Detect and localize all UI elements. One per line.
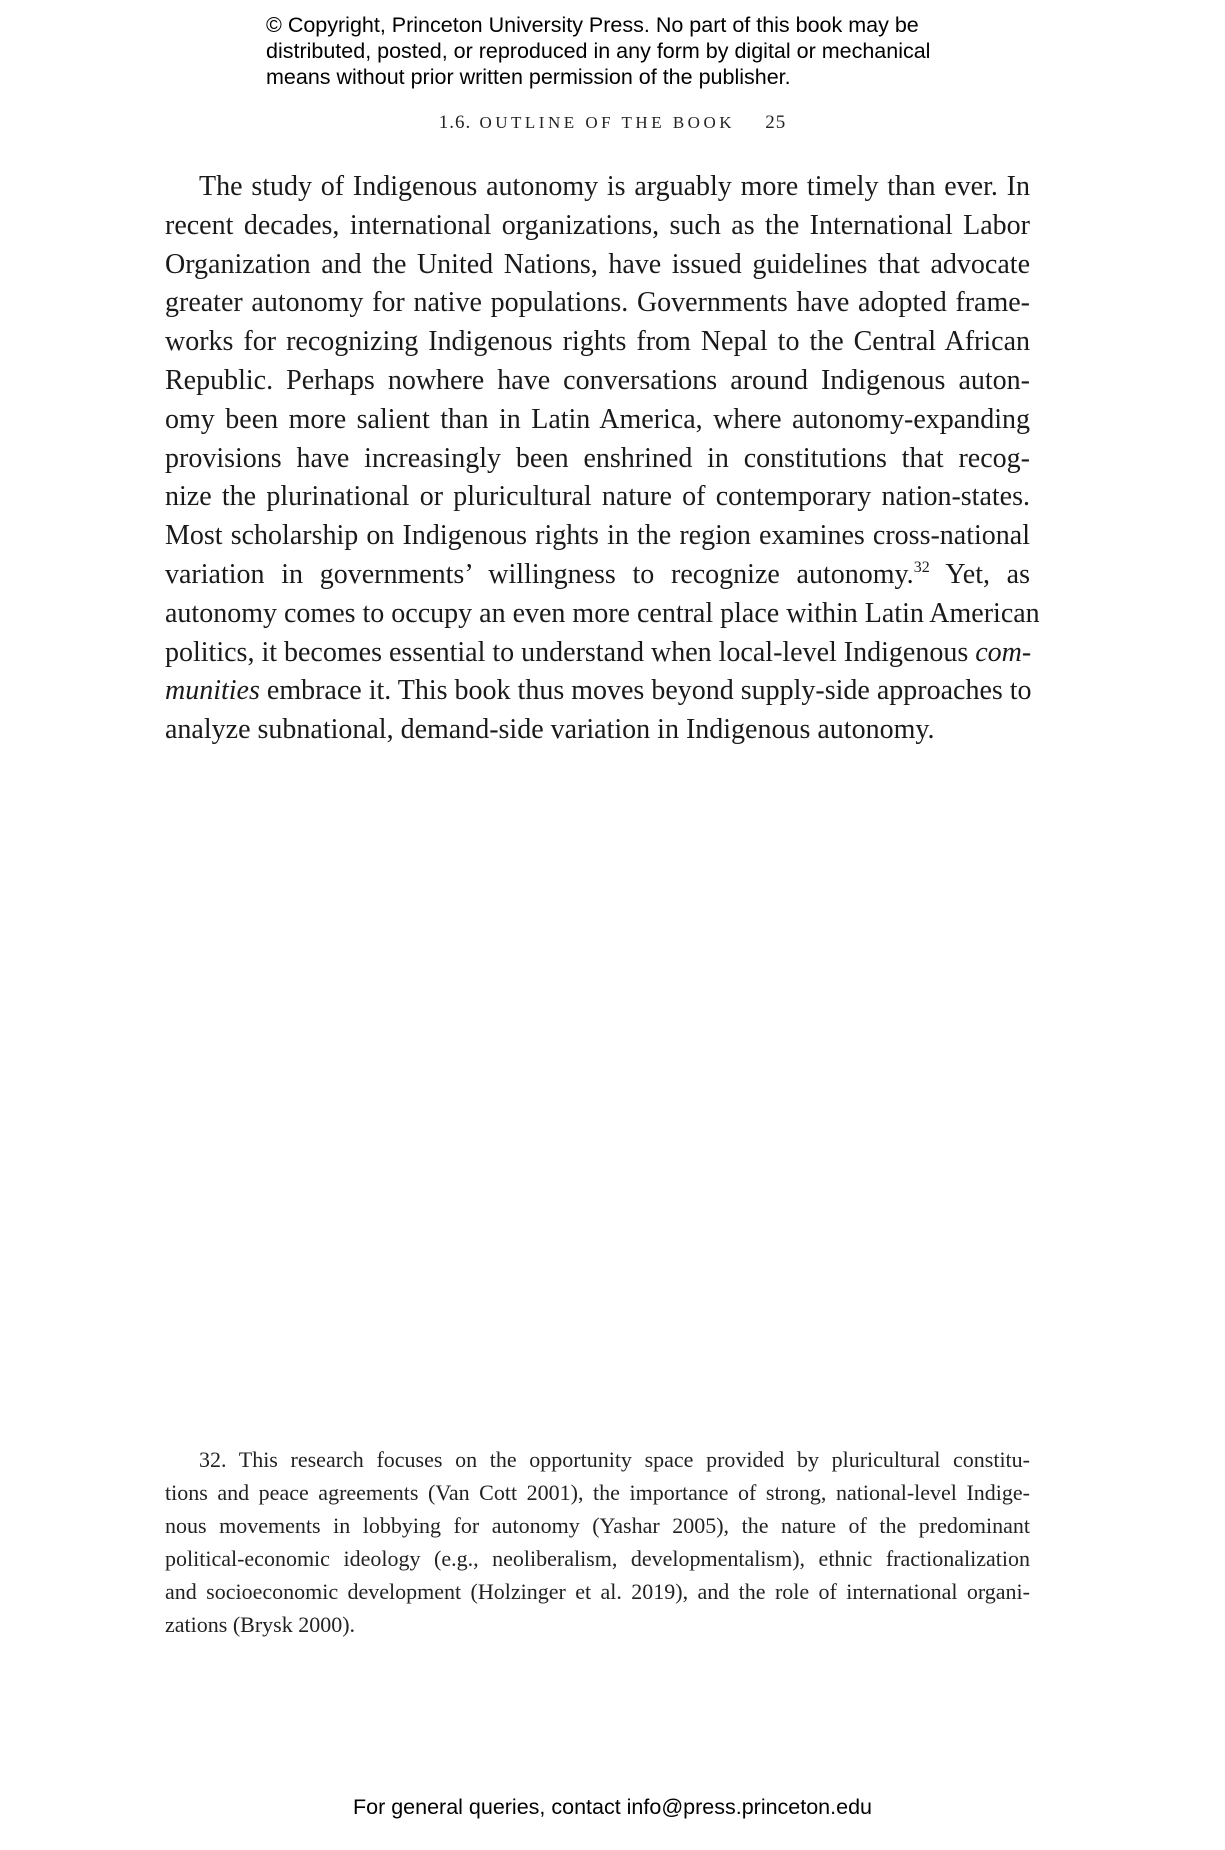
footnote bbox=[165, 1443, 1030, 1641]
copyright-line: distributed, posted, or reproduced in any form by digital or mechanical bbox=[266, 39, 931, 63]
body-line: greater autonomy for native populations. Governments have adopted frame- bbox=[165, 287, 1030, 319]
footnote-line: zations (Brysk 2000). bbox=[165, 1612, 356, 1637]
body-line bbox=[165, 672, 1030, 711]
body-text: variation in governments’ willingness to recognize autonomy. bbox=[165, 558, 914, 590]
body-line: nize the plurinational or pluricultural nature of contemporary nation-states. bbox=[165, 481, 1030, 513]
section-title: OUTLINE OF THE BOOK bbox=[479, 113, 736, 132]
body-line bbox=[165, 634, 1030, 673]
emphasis-text: com- bbox=[975, 636, 1032, 668]
body-line: provisions have increasingly been enshrined in constitutions that recog- bbox=[165, 442, 1030, 474]
section-number: 1.6. bbox=[438, 112, 472, 133]
footnote-line: and socioeconomic development (Holzinger et al. 2019), and the role of international organi- bbox=[165, 1579, 1030, 1604]
copyright-line: means without prior written permission of the publisher. bbox=[266, 65, 791, 89]
body-line: Organization and the United Nations, have issued guidelines that advocate bbox=[165, 248, 1030, 280]
body-line: Republic. Perhaps nowhere have conversations around Indigenous auton- bbox=[165, 364, 1030, 396]
body-line: recent decades, international organizations, such as the International Labor bbox=[165, 209, 1030, 241]
footnote-line: 32. This research focuses on the opportunity space provided by pluricultural constitu- bbox=[199, 1447, 1030, 1472]
body-line: Most scholarship on Indigenous rights in the region examines cross-national bbox=[165, 520, 1030, 552]
contact-notice: For general queries, contact info@press.princeton.edu bbox=[352, 1795, 872, 1819]
body-line bbox=[165, 556, 1030, 595]
body-line: omy been more salient than in Latin America, where autonomy-expanding bbox=[165, 403, 1030, 435]
copyright-line: © Copyright, Princeton University Press. No part of this book may be bbox=[266, 13, 919, 37]
emphasis-text: munities bbox=[165, 675, 260, 707]
footnote-reference[interactable]: 32 bbox=[913, 558, 930, 576]
copyright-notice bbox=[266, 12, 986, 90]
footnote-line: tions and peace agreements (Van Cott 2001), the importance of strong, national-level Indige- bbox=[165, 1480, 1030, 1505]
footnote-line: nous movements in lobbying for autonomy (Yashar 2005), the nature of the predominant bbox=[165, 1513, 1030, 1538]
body-line: autonomy comes to occupy an even more central place within Latin American bbox=[165, 597, 1040, 629]
footnote-line: political-economic ideology (e.g., neoliberalism, developmentalism), ethnic fractionalization bbox=[165, 1546, 1030, 1571]
body-text: politics, it becomes essential to understand when local-level Indigenous bbox=[165, 636, 976, 668]
body-line: works for recognizing Indigenous rights from Nepal to the Central African bbox=[165, 326, 1030, 358]
body-text: Yet, as bbox=[929, 558, 1030, 590]
body-paragraph bbox=[165, 168, 1040, 750]
body-line: The study of Indigenous autonomy is arguably more timely than ever. In bbox=[199, 171, 1030, 202]
running-head bbox=[0, 112, 1225, 134]
body-line: analyze subnational, demand-side variation in Indigenous autonomy. bbox=[165, 714, 935, 746]
page-number: 25 bbox=[765, 112, 787, 133]
body-text: embrace it. This book thus moves beyond supply-side approaches to bbox=[259, 675, 1032, 707]
